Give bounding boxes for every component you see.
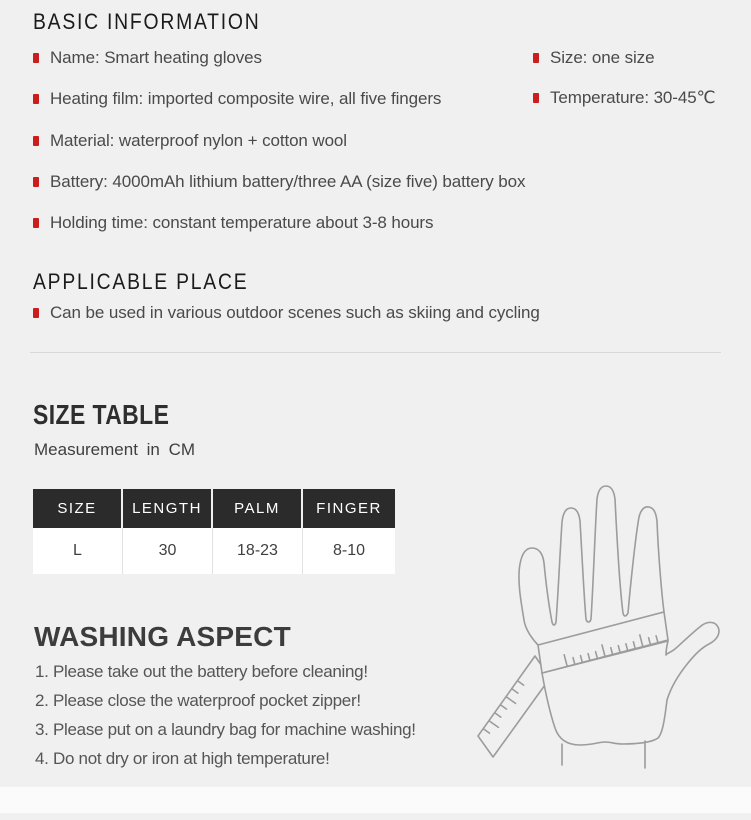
size-table-subtitle: Measurement in CM [34, 440, 196, 459]
basic-information-title: BASIC INFORMATION [33, 9, 261, 34]
info-row-size [533, 48, 654, 68]
washing-aspect-title: WASHING ASPECT [34, 621, 291, 652]
info-row-text: Temperature: 30-45℃ [550, 88, 716, 107]
info-row-text: Holding time: constant temperature about 3-8 hours [50, 213, 434, 232]
info-row-text: Material: waterproof nylon + cotton wool [50, 131, 347, 150]
size-table-title: SIZE TABLE [33, 399, 170, 430]
column-header-finger: FINGER [303, 489, 395, 528]
section-gap [0, 787, 751, 813]
info-row-temperature [533, 88, 716, 108]
section-divider [30, 352, 721, 353]
cell-palm: 18-23 [213, 528, 303, 574]
washing-step-2: 2. Please close the waterproof pocket zipper! [35, 691, 361, 710]
info-row-text: Battery: 4000mAh lithium battery/three AA (size five) battery box [50, 172, 526, 191]
cell-length: 30 [123, 528, 213, 574]
info-row-battery [33, 172, 525, 192]
bullet-marker-icon [33, 53, 39, 63]
hand-measuring-tape-icon [455, 452, 751, 808]
washing-step-4: 4. Do not dry or iron at high temperature! [35, 749, 330, 768]
bullet-marker-icon [33, 218, 39, 228]
info-row-heating-film [33, 89, 441, 109]
bullet-marker-icon [533, 53, 539, 63]
bullet-marker-icon [33, 177, 39, 187]
applicable-place-title: APPLICABLE PLACE [33, 269, 249, 294]
bullet-marker-icon [533, 93, 539, 103]
bullet-marker-icon [33, 94, 39, 104]
column-header-palm: PALM [213, 489, 303, 528]
info-row-holding-time [33, 213, 433, 233]
bullet-marker-icon [33, 308, 39, 318]
cell-size: L [33, 528, 123, 574]
size-table [33, 489, 395, 574]
info-row-text: Name: Smart heating gloves [50, 48, 262, 67]
bullet-marker-icon [33, 136, 39, 146]
info-row-name [33, 48, 262, 68]
info-row-text: Size: one size [550, 48, 655, 67]
info-row-material [33, 131, 347, 151]
column-header-size: SIZE [33, 489, 123, 528]
cell-finger: 8-10 [303, 528, 395, 574]
info-row-text: Heating film: imported composite wire, all five fingers [50, 89, 442, 108]
washing-step-3: 3. Please put on a laundry bag for machine washing! [35, 720, 416, 739]
column-header-length: LENGTH [123, 489, 213, 528]
info-row-text: Can be used in various outdoor scenes such as skiing and cycling [50, 303, 540, 322]
washing-step-1: 1. Please take out the battery before cleaning! [35, 662, 368, 681]
size-table-header-row [33, 489, 395, 528]
size-table-row [33, 528, 395, 574]
info-row-applicable-place [33, 303, 540, 323]
